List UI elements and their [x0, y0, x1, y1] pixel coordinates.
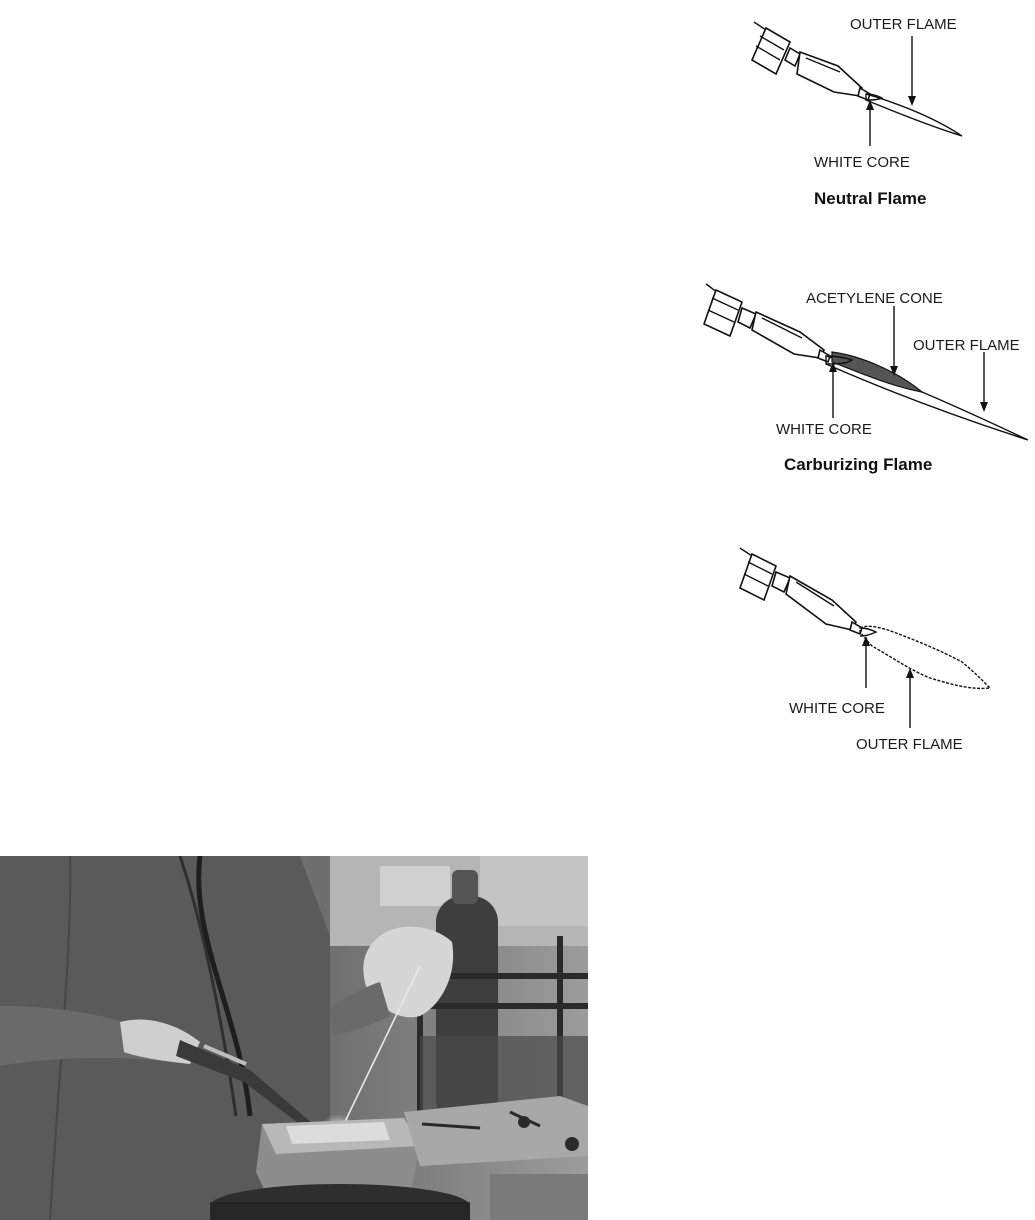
oxidizing-outer-flame-label: OUTER FLAME — [856, 736, 963, 753]
neutral-torch-icon — [752, 22, 870, 100]
neutral-white-core-label: WHITE CORE — [814, 154, 910, 171]
oxidizing-flame-shape — [860, 626, 990, 688]
carburizing-flame-diagram — [704, 284, 1028, 474]
oxidizing-torch-icon — [740, 548, 862, 634]
neutral-outer-flame-label: OUTER FLAME — [850, 16, 957, 33]
oxidizing-flame-diagram — [740, 548, 990, 753]
welding-photo-image — [0, 856, 588, 1220]
neutral-flame-diagram — [752, 16, 962, 208]
welding-photo — [0, 856, 588, 1220]
carburizing-outer-flame-label: OUTER FLAME — [913, 337, 1020, 354]
oxidizing-white-core-label: WHITE CORE — [789, 700, 885, 717]
neutral-flame-caption: Neutral Flame — [814, 189, 927, 208]
carburizing-flame-caption: Carburizing Flame — [784, 455, 933, 474]
carburizing-white-core-label: WHITE CORE — [776, 421, 872, 438]
carburizing-acetylene-cone-label: ACETYLENE CONE — [806, 290, 943, 307]
